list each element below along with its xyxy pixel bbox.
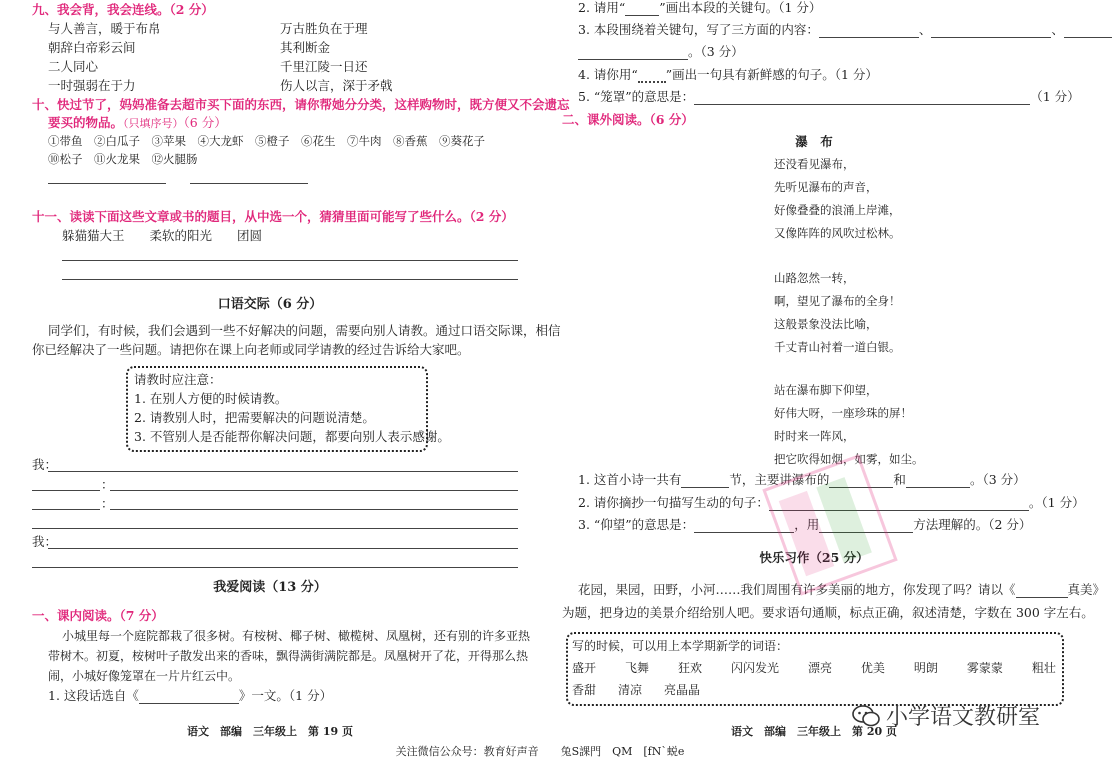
r-q4 bbox=[578, 67, 878, 83]
dialog-name-line[interactable] bbox=[32, 490, 100, 491]
writing-heading: 快乐习作（25 分） bbox=[759, 550, 869, 565]
q11-answer-line[interactable] bbox=[62, 260, 518, 261]
r-q4-a: 4. 请你用“ bbox=[578, 67, 638, 82]
reading-para: 闹，小城好像笼罩在一片片红云中。 bbox=[48, 669, 241, 683]
word: 优美 bbox=[860, 661, 885, 675]
poem-line: 还没看见瀑布， bbox=[774, 157, 855, 171]
oral-para: 你已经解决了一些问题。请把你在课上向老师或同学请教的经过告诉给大家吧。 bbox=[32, 342, 470, 357]
poem-line: 先听见瀑布的声音， bbox=[774, 180, 878, 194]
reading-q1 bbox=[48, 688, 332, 704]
r-r2 bbox=[578, 495, 1085, 511]
r-q2-underline-sample bbox=[625, 3, 659, 16]
right-page bbox=[548, 0, 1106, 758]
r-q5-blank[interactable] bbox=[694, 92, 1030, 105]
writing-p1: 花园，果园，田野，小河……我们周围有许多美丽的地方，你发现了吗？请以《 bbox=[578, 582, 1016, 597]
tips-item: 3. 不管别人是否能帮你解决问题，都要向别人表示感谢。 bbox=[134, 429, 450, 444]
r-r3-a: 3. “仰望”的意思是： bbox=[578, 517, 695, 532]
r-q3-blank[interactable] bbox=[1064, 25, 1112, 38]
reading-q1-blank[interactable] bbox=[139, 691, 239, 704]
r-q3-blank[interactable] bbox=[819, 25, 919, 38]
q9-title: 九、我会背，我会连线。（2 分） bbox=[32, 2, 214, 17]
writing-para bbox=[578, 582, 1105, 598]
r-r2-text: 2. 请你摘抄一句描写生动的句子： bbox=[578, 495, 769, 510]
dialog-line[interactable] bbox=[32, 567, 518, 568]
poem-line: 站在瀑布脚下仰望， bbox=[774, 383, 878, 397]
tips-title: 请教时应注意： bbox=[134, 372, 222, 387]
q9-right-item: 万古胜负在于理 bbox=[280, 21, 368, 36]
r-q3-blank[interactable] bbox=[578, 47, 688, 60]
r-q3-cont bbox=[578, 44, 744, 60]
q10-line2 bbox=[48, 115, 227, 132]
poem-line: 山路忽然一转， bbox=[774, 271, 855, 285]
dialog-me-label: 我： bbox=[32, 534, 58, 549]
poem-line: 啊，望见了瀑布的全身！ bbox=[774, 294, 901, 308]
r-q5-end: （1 分） bbox=[1030, 89, 1080, 104]
r-r3-b: 方法理解的。（2 分） bbox=[913, 517, 1032, 532]
dialog-line[interactable] bbox=[110, 509, 518, 510]
wechat-icon bbox=[852, 705, 880, 727]
word: 飞舞 bbox=[624, 661, 649, 675]
dialog-line[interactable] bbox=[48, 548, 518, 549]
r-r2-blank[interactable] bbox=[769, 498, 1029, 511]
r-r1-b: 节，主要讲瀑布的 bbox=[729, 472, 830, 487]
r-q3-blank[interactable] bbox=[931, 25, 1051, 38]
right-page-footer: 语文 部编 三年级上 第 20 页 bbox=[731, 725, 897, 738]
writing-para: 为题，把身边的美景介绍给别人吧。要求语句通顺，标点正确，叙述清楚，字数在 300 字左右。 bbox=[562, 605, 1094, 620]
q10-line2-a: 要买的物品。 bbox=[48, 115, 124, 130]
q10-items-row1: ①带鱼 ②白瓜子 ③苹果 ④大龙虾 ⑤橙子 ⑥花生 ⑦牛肉 ⑧香蕉 ⑨葵花子 bbox=[48, 134, 485, 148]
q10-title-a: 十、快过节了，妈妈准备去超市买下面的东西， bbox=[32, 97, 295, 112]
poem-line: 又像阵阵的风吹过松林。 bbox=[774, 226, 901, 240]
q10-line2-c: （6 分） bbox=[183, 115, 227, 130]
r-q4-wavy-sample bbox=[638, 71, 666, 83]
poem-line: 千丈青山衬着一道白银。 bbox=[774, 340, 901, 354]
tips-item: 1. 在别人方便的时候请教。 bbox=[134, 391, 288, 406]
word: 狂欢 bbox=[677, 661, 702, 675]
q9-left-item: 一时强弱在于力 bbox=[48, 78, 136, 93]
word: 粗壮 bbox=[1031, 661, 1056, 675]
word: 香甜 bbox=[572, 683, 597, 697]
q9-right-item: 千里江陵一日还 bbox=[280, 59, 368, 74]
r-q5-text: 5. “笼罩”的意思是： bbox=[578, 89, 695, 104]
word: 雾蒙蒙 bbox=[966, 661, 1003, 675]
reading-para: 小城里每一个庭院都栽了很多树。有桉树、椰子树、橄榄树、凤凰树，还有别的许多亚热 bbox=[62, 629, 531, 643]
r-r1-blank[interactable] bbox=[681, 475, 729, 488]
word: 盛开 bbox=[572, 661, 597, 675]
q9-right-item: 其利断金 bbox=[280, 40, 331, 55]
word: 清凉 bbox=[618, 683, 643, 697]
q9-left-item: 与人善言，暖于布帛 bbox=[48, 21, 161, 36]
word: 漂亮 bbox=[807, 661, 832, 675]
r-q3: 3. 本段围绕着关键句，写了三方面的内容： 、 、 bbox=[578, 22, 1112, 38]
writing-p1-end: 真美》 bbox=[1067, 582, 1106, 597]
q11-answer-line[interactable] bbox=[62, 279, 518, 280]
poem-line: 好像叠叠的浪涌上岸滩， bbox=[774, 203, 901, 217]
r-r1-c: 和 bbox=[893, 472, 906, 487]
poem-line: 把它吹得如烟，如雾，如尘。 bbox=[774, 452, 924, 466]
poem-line: 时时来一阵风， bbox=[774, 429, 855, 443]
reading-heading: 我爱阅读（13 分） bbox=[213, 580, 327, 595]
r-q2 bbox=[578, 0, 821, 16]
r-q2-a: 2. 请用“ bbox=[578, 0, 626, 15]
q10-title bbox=[32, 97, 570, 113]
q9-left-item: 二人同心 bbox=[48, 59, 99, 74]
words-row bbox=[572, 660, 1056, 676]
oral-para: 同学们，有时候，我们会遇到一些不好解决的问题，需要向别人请教。通过口语交际课，相信 bbox=[48, 323, 561, 338]
reading-q1-text: 1. 这段话选自《 bbox=[48, 688, 139, 703]
q9-right-item: 伤人以言，深于矛戟 bbox=[280, 78, 393, 93]
r-q4-b: ”画出一句具有新鲜感的句子。（1 分） bbox=[665, 67, 878, 82]
tips-item: 2. 请教别人时，把需要解决的问题说清楚。 bbox=[134, 410, 375, 425]
reading-para: 带树木。初夏，桉树叶子散发出来的香味，飘得满街满院都是。凤凰树开了花，开得那么热 bbox=[48, 649, 529, 663]
r-q3-text: 3. 本段围绕着关键句，写了三方面的内容： bbox=[578, 22, 819, 37]
r-r1-blank[interactable] bbox=[906, 475, 970, 488]
r-r3-unknown: 用 bbox=[806, 517, 820, 532]
r-r1-d: 。（3 分） bbox=[969, 472, 1026, 487]
r-r1-blank[interactable] bbox=[829, 475, 893, 488]
r-r1 bbox=[578, 472, 1026, 488]
dialog-line[interactable] bbox=[110, 490, 518, 491]
r-section2: 二、课外阅读。（6 分） bbox=[562, 112, 694, 127]
r-q3-end: 。（3 分） bbox=[688, 44, 744, 59]
poem-title: 瀑 布 bbox=[795, 134, 833, 149]
r-r2-end: 。（1 分） bbox=[1028, 495, 1085, 510]
left-page-footer: 语文 部编 三年级上 第 19 页 bbox=[187, 725, 353, 738]
q11-options: 躲猫猫大王 柔软的阳光 团圆 bbox=[62, 228, 263, 243]
reading-section1: 一、课内阅读。（7 分） bbox=[32, 608, 164, 623]
dialog-colon: ： bbox=[101, 496, 114, 511]
dialog-colon: ： bbox=[101, 477, 114, 492]
q10-answer-line[interactable] bbox=[48, 183, 166, 184]
r-r3-blank[interactable] bbox=[819, 520, 913, 533]
reading-q1-end: 》一文。（1 分） bbox=[238, 688, 333, 703]
oral-heading: 口语交际（6 分） bbox=[217, 297, 323, 312]
q10-title-b: 请你帮她分分类 bbox=[294, 97, 383, 112]
word: 亮晶晶 bbox=[664, 683, 701, 697]
poem-line: 这般景象没法比喻， bbox=[774, 317, 878, 331]
words-box-title: 写的时候，可以用上本学期新学的词语： bbox=[572, 639, 789, 653]
q10-items-row2: ⑩松子 ⑪火龙果 ⑫火腿肠 bbox=[48, 152, 198, 166]
r-r3-blank[interactable] bbox=[694, 520, 794, 533]
r-r1-a: 1. 这首小诗一共有 bbox=[578, 472, 682, 487]
poem-line: 好伟大呀，一座珍珠的屏！ bbox=[774, 406, 912, 420]
r-q5 bbox=[578, 89, 1080, 105]
q11-title: 十一、读读下面这些文章或书的题目，从中选一个，猜猜里面可能写了些什么。（2 分） bbox=[32, 209, 514, 224]
q10-title-c: ，这样购物时，既方便又不会遗忘 bbox=[382, 97, 570, 112]
q10-answer-line[interactable] bbox=[190, 183, 308, 184]
brand-text: 小学语文教研室 bbox=[885, 705, 1040, 730]
dialog-name-line[interactable] bbox=[32, 509, 100, 510]
words-row bbox=[572, 682, 700, 698]
dialog-line[interactable] bbox=[32, 528, 518, 529]
r-q2-b: ”画出本段的关键句。（1 分） bbox=[659, 0, 822, 15]
word: 明朗 bbox=[913, 661, 938, 675]
brand-watermark bbox=[852, 700, 1040, 731]
q9-left-item: 朝辞白帝彩云间 bbox=[48, 40, 136, 55]
r-r3: 3. “仰望”的意思是： ，用 方法理解的。（2 分） bbox=[578, 517, 1032, 532]
bottom-note: 关注微信公众号：教育好声音 兔S課門 QM [fN`蜕e bbox=[395, 745, 685, 758]
q10-line2-b: （只填序号） bbox=[123, 117, 184, 130]
writing-title-blank[interactable] bbox=[1016, 585, 1068, 598]
dialog-me-label: 我： bbox=[32, 457, 58, 472]
dialog-line[interactable] bbox=[48, 471, 518, 472]
word: 闪闪发光 bbox=[730, 661, 779, 675]
